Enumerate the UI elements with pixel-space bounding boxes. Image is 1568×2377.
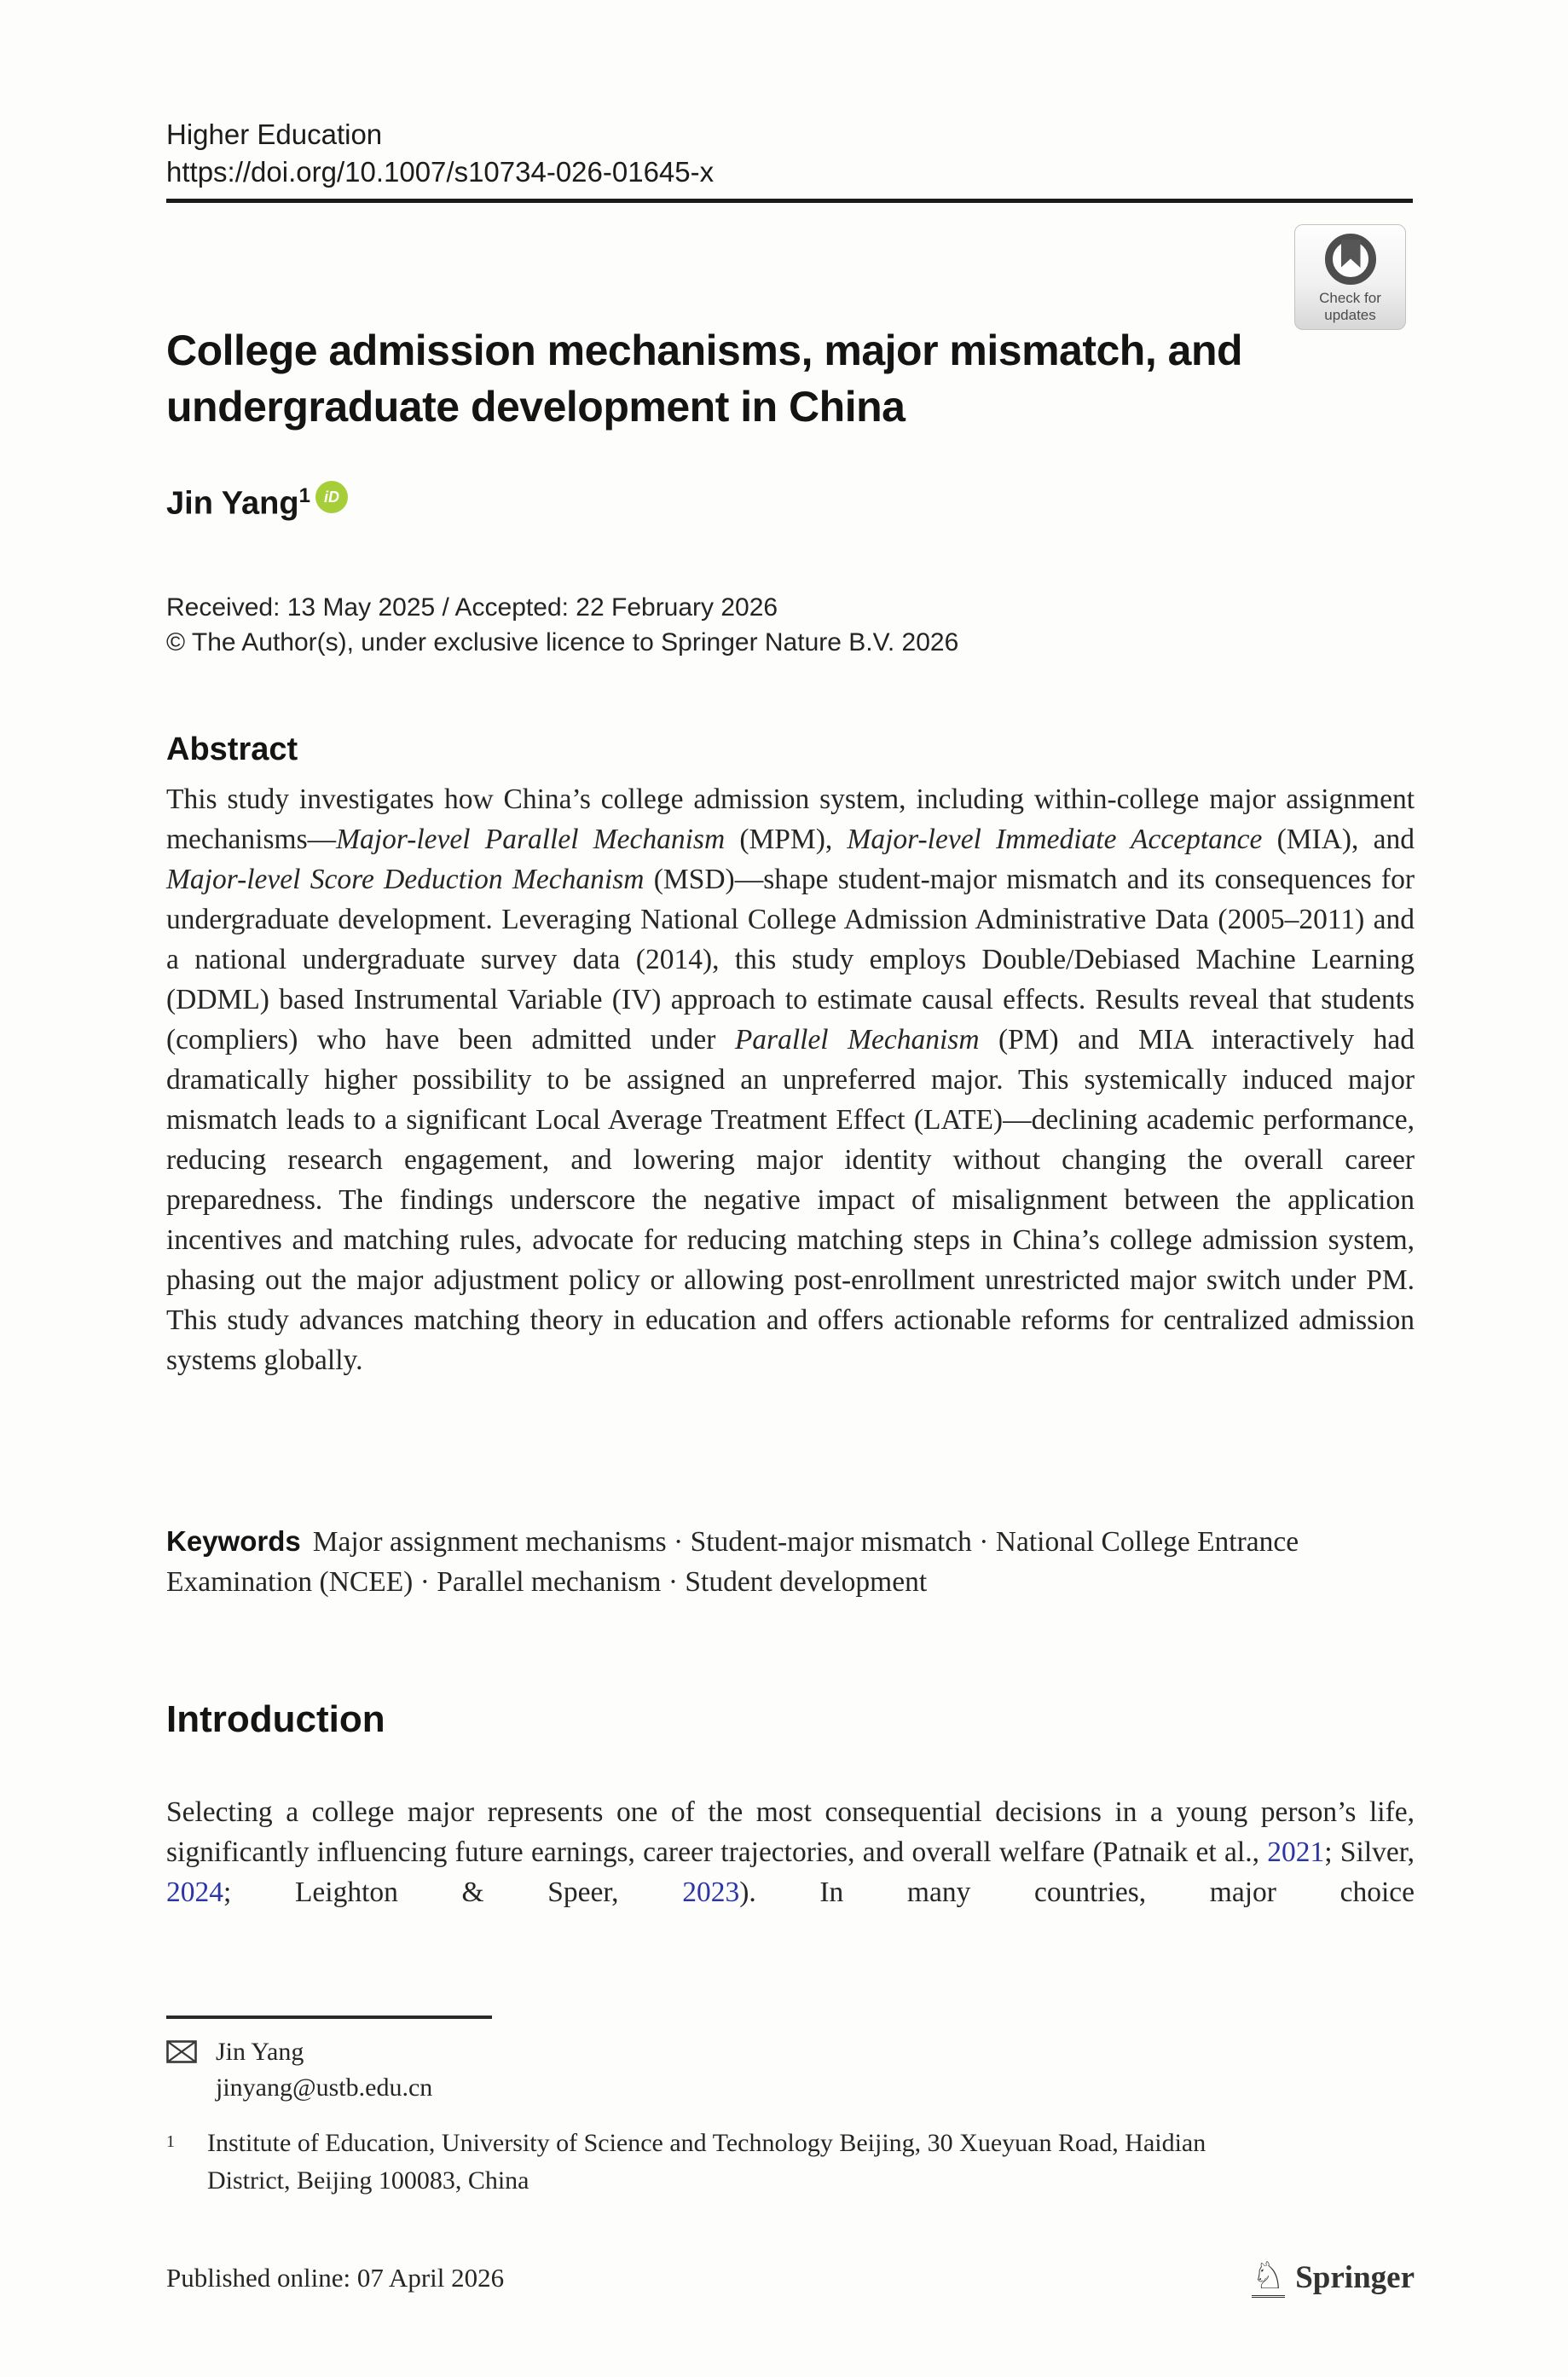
envelope-icon xyxy=(166,2040,197,2063)
text-segment: Major-level Score Deduction Mechanism xyxy=(166,864,645,895)
springer-logo xyxy=(1251,2254,1415,2298)
orcid-icon[interactable]: iD xyxy=(315,481,348,513)
text-segment: ; Silver, xyxy=(1324,1836,1415,1868)
text-segment: (MSD)—shape student-major mismatch and its consequences for undergraduate development. Leveraging National College Admission Administrative Data (2005–2011) and a national undergraduate survey data (2014), this study employs Double/Debiased Machine Learning (DDML) based Instrumental Variable (IV) approach to estimate causal effects. Results reveal that students (compliers) who have been admitted under xyxy=(166,864,1415,1055)
bookmark-icon xyxy=(1341,240,1361,268)
copyright-line: © The Author(s), under exclusive licence to Springer Nature B.V. 2026 xyxy=(166,628,959,656)
introduction-heading: Introduction xyxy=(166,1698,385,1740)
received-accepted-line: Received: 13 May 2025 / Accepted: 22 February 2026 xyxy=(166,593,778,622)
text-segment: (PM) and MIA interactively had dramatically higher possibility to be assigned an unpreferred major. This systemically induced major mismatch leads to a significant Local Average Treatment Effect (LATE)—declining academic performance, reducing research engagement, and lowering major identity without changing the overall career preparedness. The findings underscore the negative impact of misalignment between the application incentives and matching rules, advocate for reducing matching steps in China’s college admission system, phasing out the major adjustment policy or allowing post-enrollment unrestricted major switch under PM. This study advances matching theory in education and offers actionable reforms for centralized admission systems globally. xyxy=(166,1024,1415,1376)
header-rule xyxy=(166,199,1413,203)
text-segment: Major-level Parallel Mechanism xyxy=(336,824,726,855)
abstract-heading: Abstract xyxy=(166,732,298,767)
check-for-updates-label: Check for updates xyxy=(1319,290,1381,323)
keywords-row xyxy=(166,1521,1415,1602)
text-segment: (MPM), xyxy=(725,824,848,855)
page-footer xyxy=(166,2254,1415,2298)
crossmark-icon xyxy=(1325,234,1376,285)
citation-link[interactable]: 2023 xyxy=(682,1877,740,1908)
correspondence-block xyxy=(166,2034,432,2106)
keywords-text: Major assignment mechanisms · Student-major mismatch · National College Entrance Examination (NCEE) · Parallel mechanism · Student development xyxy=(166,1526,1299,1598)
text-segment: This study investigates how China’s college admission system, including within-college major assignment mechanisms— xyxy=(166,784,1415,855)
author-row xyxy=(166,484,348,523)
affiliation-text: Institute of Education, University of Science and Technology Beijing, 30 Xueyuan Road, Haidian District, Beijing 100083, China xyxy=(207,2129,1206,2195)
doi-text: https://doi.org/10.1007/s10734-026-01645-x xyxy=(166,156,715,188)
journal-name: Higher Education xyxy=(166,119,383,150)
affiliation-block xyxy=(166,2125,1266,2200)
citation-link[interactable]: 2024 xyxy=(166,1877,223,1908)
published-online: Published online: 07 April 2026 xyxy=(166,2262,505,2293)
text-segment: Parallel Mechanism xyxy=(734,1024,980,1055)
affiliation-mark: 1 xyxy=(166,2132,175,2151)
journal-header xyxy=(166,116,714,191)
text-segment: ). In many countries, major choice xyxy=(739,1877,1415,1908)
springer-knight-icon: ♘ xyxy=(1251,2254,1286,2298)
text-segment: (MIA), and xyxy=(1262,824,1415,855)
text-segment: Major-level Immediate Acceptance xyxy=(847,824,1263,855)
citation-link[interactable]: 2021 xyxy=(1267,1836,1325,1868)
author-name: Jin Yang$^1$ xyxy=(166,484,310,522)
page-title: College admission mechanisms, major mismatch, and undergraduate development in China xyxy=(166,327,1243,431)
footnote-rule xyxy=(166,2016,492,2019)
article-meta xyxy=(166,590,958,660)
correspondence-name: Jin Yang xyxy=(216,2038,304,2066)
keywords-label: Keywords xyxy=(166,1525,301,1557)
springer-wordmark: Springer xyxy=(1295,2260,1415,2295)
abstract-text xyxy=(166,779,1415,1380)
author-affiliation-mark: 1 xyxy=(298,484,310,507)
text-segment: Selecting a college major represents one of the most consequential decisions in a young person’s life, significantly influencing future earnings, career trajectories, and overall welfare (Patnaik et al., xyxy=(166,1796,1415,1868)
text-segment: ; Leighton & Speer, xyxy=(223,1877,683,1908)
introduction-text xyxy=(166,1792,1415,1912)
check-for-updates-badge[interactable] xyxy=(1294,224,1406,330)
correspondence-email: jinyang@ustb.edu.cn xyxy=(216,2073,433,2102)
